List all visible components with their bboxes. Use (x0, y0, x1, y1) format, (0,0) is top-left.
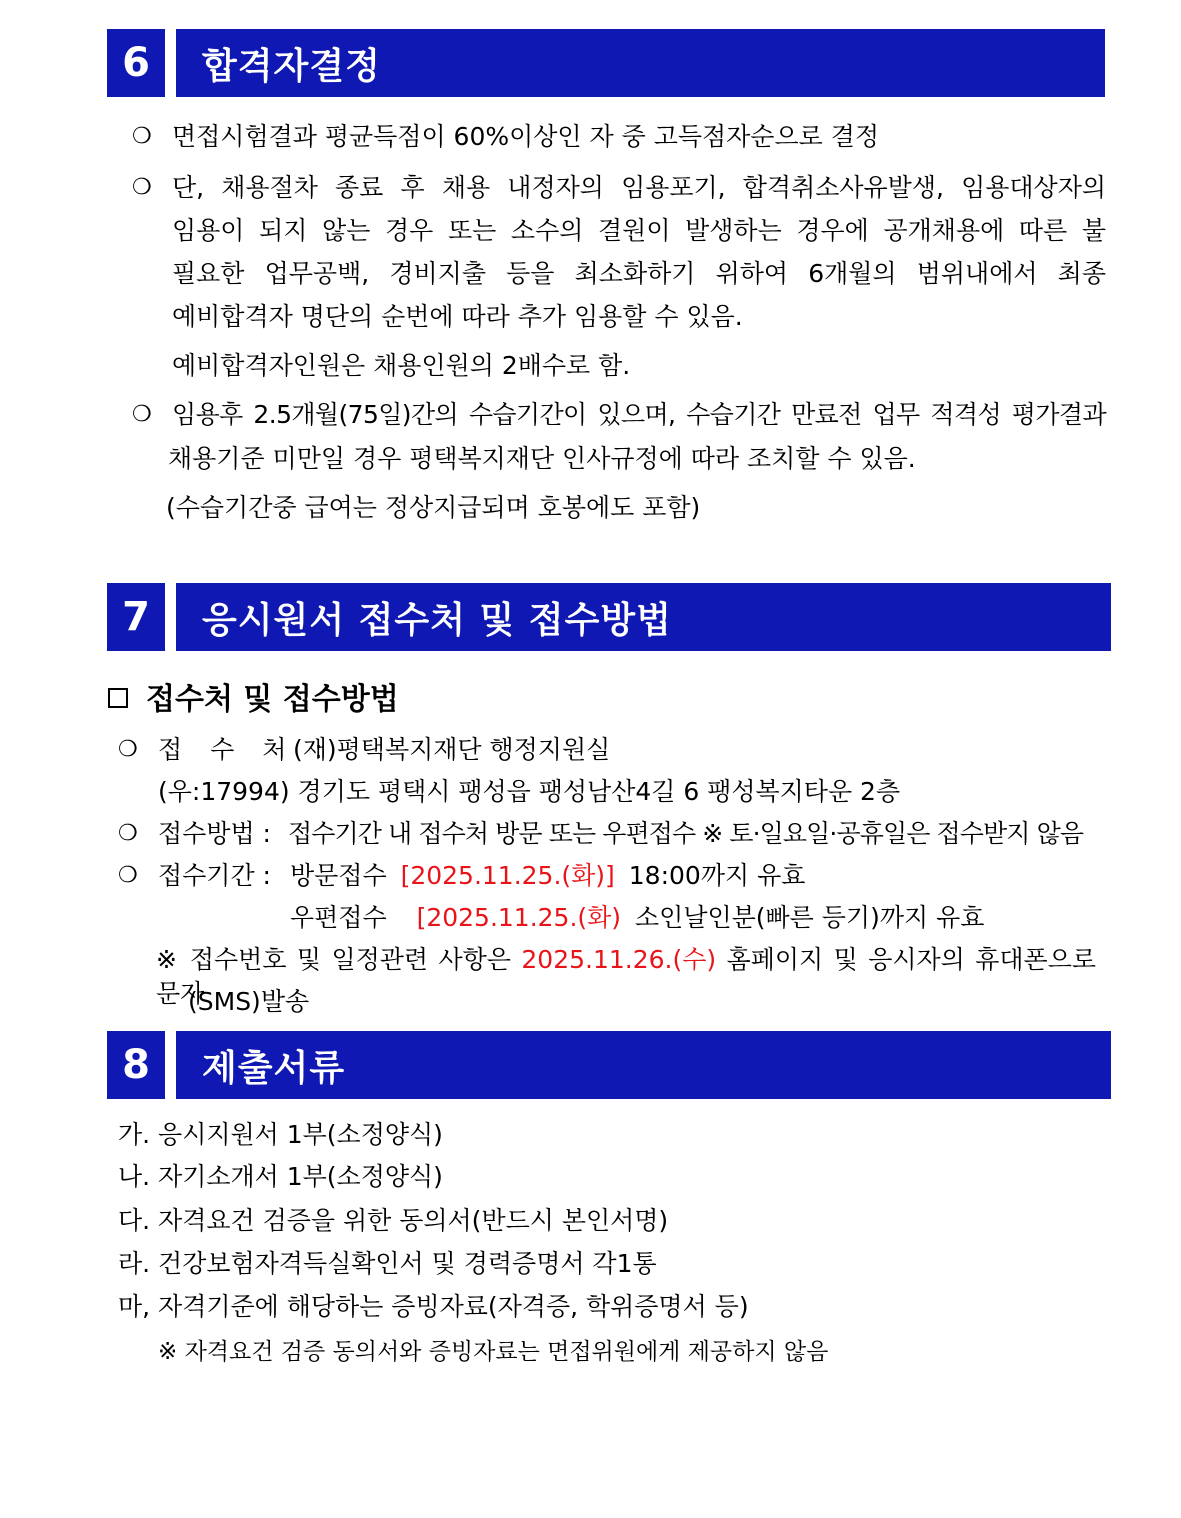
s6-bullet-2-line-5: 예비합격자인원은 채용인원의 2배수로 함. (172, 351, 631, 380)
mail-date: [2025.11.25.(화) (416, 903, 622, 932)
place-value: (재)평택복지재단 행정지원실 (293, 735, 611, 764)
document-item: 나. 자기소개서 1부(소정양식) (118, 1162, 443, 1191)
method-value: 접수기간 내 접수처 방문 또는 우편접수 ※ 토·일요일·공휴일은 접수받지 않음 (288, 819, 1084, 848)
document-item: 다. 자격요건 검증을 위한 동의서(반드시 본인서명) (118, 1206, 669, 1235)
document-item: 마, 자격기준에 해당하는 증빙자료(자격증, 학위증명서 등) (118, 1292, 749, 1321)
section-7-header (107, 583, 1111, 651)
bullet-icon: ❍ (118, 821, 138, 846)
document-item: 가. 응시지원서 1부(소정양식) (118, 1120, 443, 1149)
bullet-icon: ❍ (118, 863, 138, 888)
sub-heading-text: 접수처 및 접수방법 (146, 682, 399, 717)
note-prefix: ※ 접수번호 및 일정관련 사항은 (156, 945, 511, 974)
s6-bullet-3-line-3: (수습기간중 급여는 정상지급되며 호봉에도 포함) (166, 493, 701, 522)
section-title: 제출서류 (176, 1031, 1111, 1099)
visit-label: 방문접수 (290, 861, 387, 890)
documents-note: ※ 자격요건 검증 동의서와 증빙자료는 면접위원에게 제공하지 않음 (158, 1339, 829, 1365)
section-title: 응시원서 접수처 및 접수방법 (176, 583, 1111, 651)
mail-label: 우편접수 (290, 903, 387, 932)
s6-bullet-2-line-1: 단, 채용절차 종료 후 채용 내정자의 임용포기, 합격취소사유발생, 임용대상자의 (172, 173, 1106, 202)
s6-bullet-2-line-2: 임용이 되지 않는 경우 또는 소수의 결원이 발생하는 경우에 공개채용에 따른 불 (172, 216, 1106, 245)
note-suffix: 홈페이지 및 응시자의 휴대폰으로 문자 (156, 945, 1096, 1008)
address: (우:17994) 경기도 평택시 팽성읍 팽성남산4길 6 팽성복지타운 2층 (158, 777, 901, 806)
place-label: 접 수 처 : (158, 735, 333, 764)
method-label: 접수방법 : (158, 819, 271, 848)
bullet-icon: ❍ (132, 175, 152, 200)
s6-bullet-2-line-3: 필요한 업무공백, 경비지출 등을 최소화하기 위하여 6개월의 범위내에서 최종 (172, 259, 1106, 288)
bullet-icon: ❍ (132, 402, 152, 427)
section-6-header (107, 29, 1105, 97)
section-8-header (107, 1031, 1111, 1099)
bullet-icon: ❍ (118, 737, 138, 762)
square-bullet-icon (108, 688, 128, 708)
document-item: 라. 건강보험자격득실확인서 및 경력증명서 각1통 (118, 1249, 657, 1278)
sub-heading (108, 680, 399, 720)
section-number: 8 (107, 1031, 165, 1099)
mail-row (290, 901, 984, 935)
note-date: 2025.11.26.(수) (521, 945, 717, 974)
s6-bullet-2-line-4: 예비합격자 명단의 순번에 따라 추가 임용할 수 있음. (172, 302, 743, 331)
mail-tail: 소인날인분(빠른 등기)까지 유효 (635, 903, 985, 932)
visit-row (290, 859, 805, 893)
section-number: 6 (107, 29, 165, 97)
visit-tail: 18:00까지 유효 (628, 861, 806, 890)
period-label: 접수기간 : (158, 861, 271, 890)
s6-bullet-3-line-1: 임용후 2.5개월(75일)간의 수습기간이 있으며, 수습기간 만료전 업무 적격성 평가결과 (172, 400, 1106, 429)
visit-date: [2025.11.25.(화)] (400, 861, 615, 890)
section-number: 7 (107, 583, 165, 651)
note-line-2: (SMS)발송 (188, 987, 310, 1016)
section-title: 합격자결정 (176, 29, 1105, 97)
s6-bullet-3-line-2: 채용기준 미만일 경우 평택복지재단 인사규정에 따라 조치할 수 있음. (168, 444, 916, 473)
bullet-icon: ❍ (132, 124, 152, 149)
s6-bullet-1: 면접시험결과 평균득점이 60%이상인 자 중 고득점자순으로 결정 (172, 122, 879, 151)
